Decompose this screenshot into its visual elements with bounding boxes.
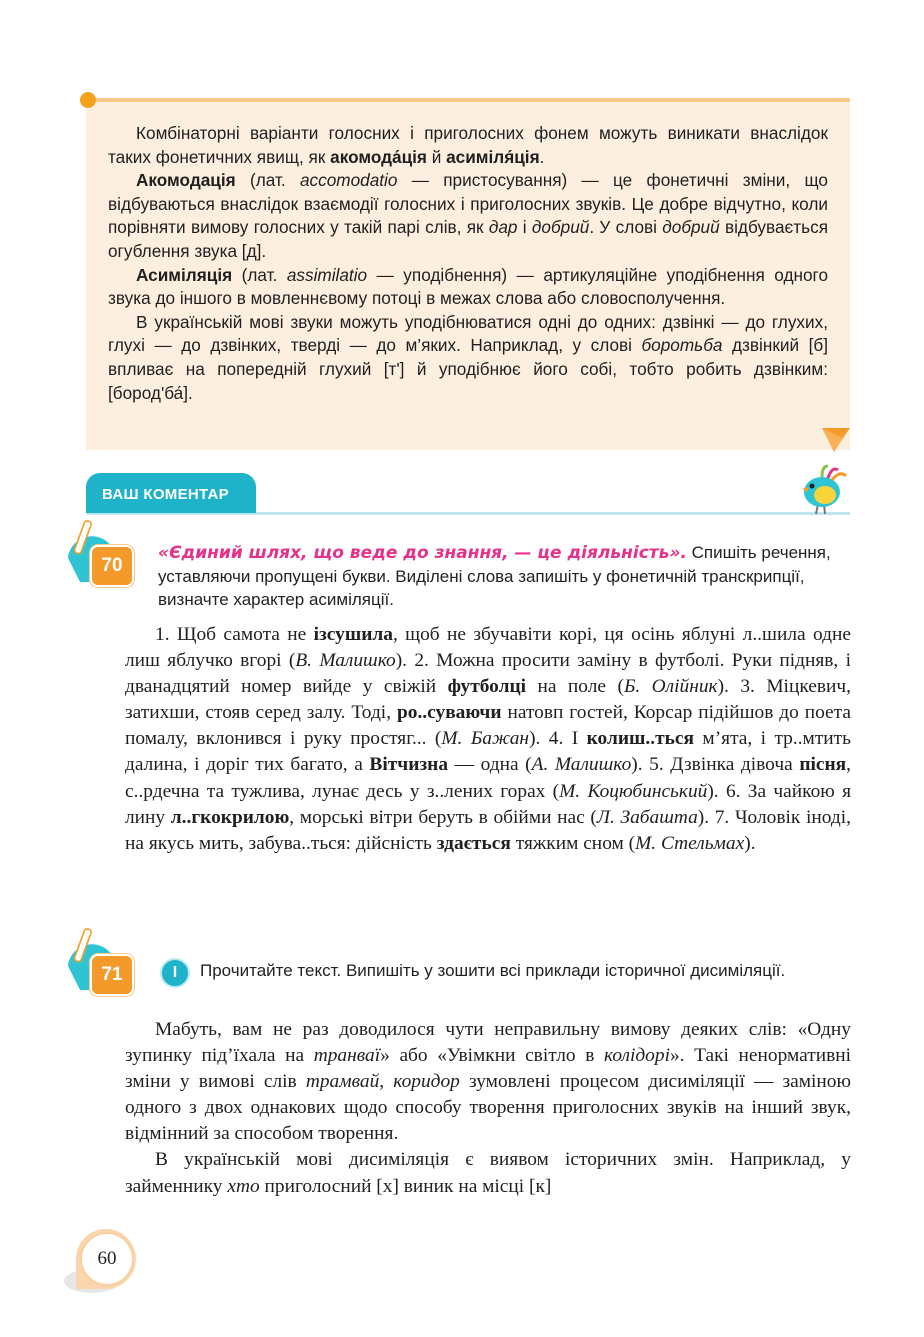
exercise-number-70: 70	[90, 545, 134, 587]
comment-header: ВАШ КОМЕНТАР	[86, 473, 256, 513]
exercise-70-text	[125, 622, 851, 857]
exercise-71-task: Прочитайте текст. Випишіть у зошити всі приклади історичної дисиміляції.	[200, 961, 786, 980]
theory-paragraph-1: Комбінаторні варіанти голосних і приголосних фонем можуть виникати внаслідок таких фонетичних явищ, як акомода́ція й асиміля́ція.	[108, 123, 828, 167]
exercise-70-quote: «Єдиний шлях, що веде до знання, — це діяльність».	[158, 543, 687, 563]
theory-paragraph-4: В українській мові звуки можуть уподібнюватися одні до одних: дзвінкі — до глухих, глухі — до дзвінких, тверді — до м’яких. Наприклад, у слові боротьба дзвінкий [б] впливає на попередній глухий [т'] й уподібнює його собі, тобто робить дзвінким: [бород'ба́].	[108, 311, 828, 403]
theory-top-border	[90, 98, 850, 102]
exercise-70-sentences: 1. Щоб самота не ізсушила, щоб не збучавіти корі, ця осінь яблуні л..шила одне лиш яблучко вгорі (В. Малишко). 2. Можна просити заміну в футболі. Руки підняв, і дванадцятий номер вийде у свіжій футболці на поле (Б. Олійник). 3. Міцкевич, затихши, стояв серед залу. Тоді, ро..суваючи натовп гостей, Корсар підійшов до поета помалу, вклонився і руку простяг... (М. Бажан). 4. І колиш..ться м’ята, і тр..мтить далина, і доріг тих багато, а Вітчизна — одна (А. Малишко). 5. Дзвінка дівоча пісня, с..рдечна та тужлива, лунає десь у з..лених горах (М. Коцюбинський). 6. За чайкою я лину л..гкокрилою, морські вітри беруть в обійми нас (Л. Забашта). 7. Чоловік іноді, на якусь мить, забува..ться: дійсність здається тяжким сном (М. Стельмах).	[125, 624, 852, 854]
theory-dot-icon	[80, 92, 96, 108]
page-number: 60	[80, 1232, 134, 1286]
theory-text	[108, 122, 828, 405]
exercise-number-71: 71	[90, 954, 134, 996]
corner-flag-icon	[820, 428, 852, 454]
theory-paragraph-2: Акомодація (лат. accomodatio — пристосування) — це фонетичні зміни, що відбуваються внаслідок взаємодії голосних і приголосних звуків. Це добре відчутно, коли порівняти вимову голосних у такій парі слів, як дар і добрий. У слові добрий відбувається огублення звука [д].	[108, 170, 829, 261]
bird-icon	[792, 462, 852, 518]
theory-paragraph-3: Асиміляція (лат. assimilatio — уподібнення) — артикуляційне уподібнення одного звука до іншого в мовленнєвому потоці в межах слова або словосполучення.	[108, 264, 829, 309]
exercise-71-paragraph-2: В українській мові дисиміляція є виявом історичних змін. Наприклад, у займеннику хто приголосний [х] виник на місці [к]	[125, 1149, 851, 1197]
exercise-71-text	[125, 1017, 851, 1200]
exercise-70-task: «Єдиний шлях, що веде до знання, — це діяльність». Спишіть речення, уставляючи пропущені букви. Виділені слова запишіть у фонетичній транскрипції, визначте характер асиміляції.	[158, 543, 831, 609]
info-badge-icon: I	[160, 958, 190, 988]
exercise-71-paragraph-1: Мабуть, вам не раз доводилося чути неправильну вимову деяких слів: «Одну зупинку під’їхала на транваї» або «Увімкни світло в колідорі». Такі ненормативні зміни у вимові слів трамвай, коридор зумовлені процесом дисиміляції — заміною одного з двох однакових щодо способу творення приголосних звуків на інший звук, відмінний за способом творення.	[125, 1019, 851, 1145]
